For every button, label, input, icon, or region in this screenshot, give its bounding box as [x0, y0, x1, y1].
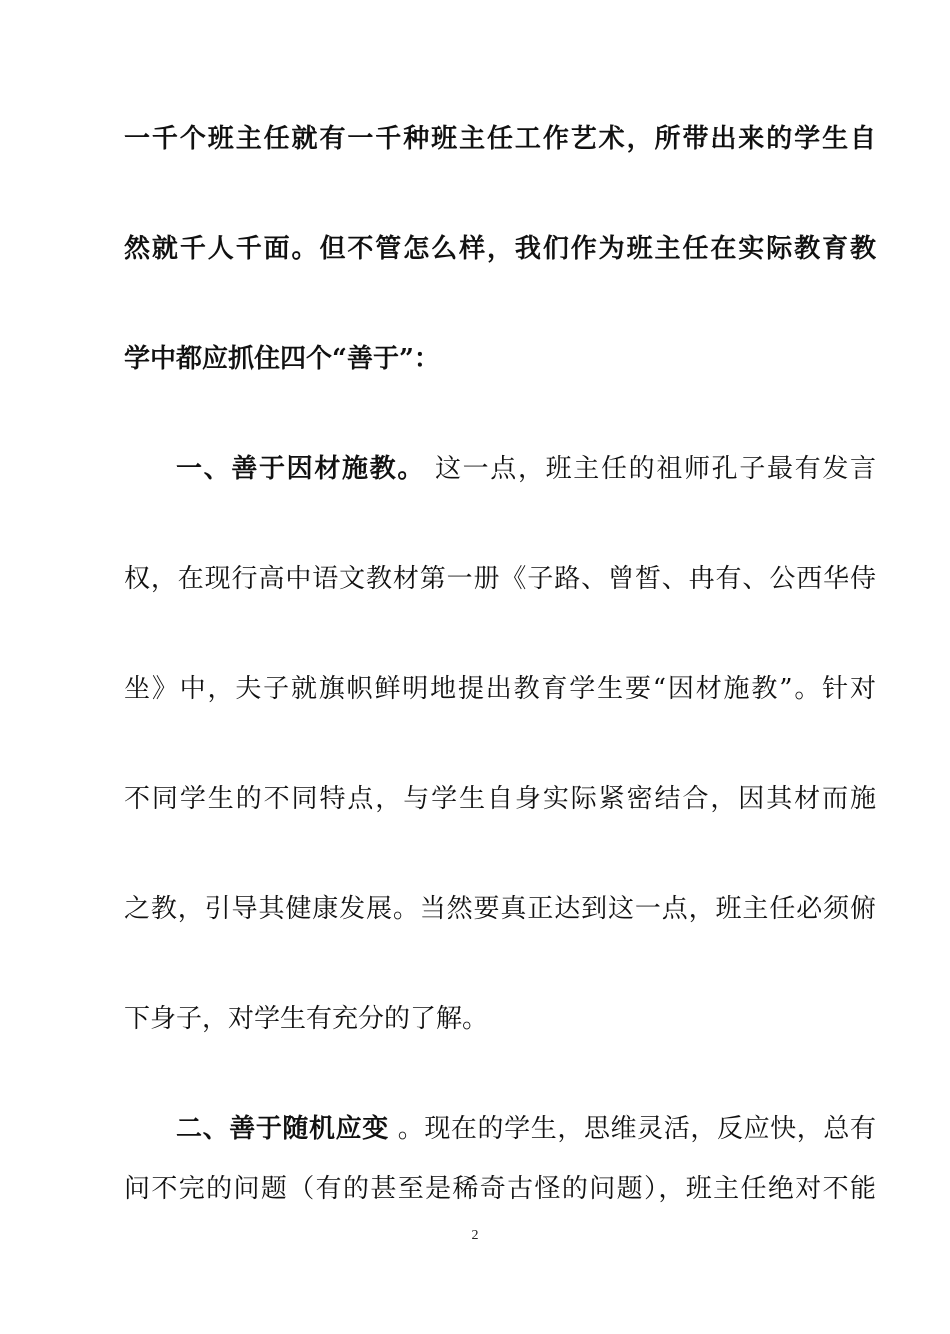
paragraph-2-line-6: 下身子，对学生有充分的了解。 — [124, 1004, 489, 1034]
paragraph-2-line-3: 坐》中，夫子就旗帜鲜明地提出教育学生要“因材施教”。针对 — [124, 674, 876, 704]
section-heading-1: 一、善于因材施教。 — [176, 454, 426, 484]
paragraph-2-first-line-text: 这一点，班主任的祖师孔子最有发言 — [425, 454, 876, 484]
page-number: 2 — [471, 1228, 479, 1243]
paragraph-2-line-4: 不同学生的不同特点，与学生自身实际紧密结合，因其材而施 — [124, 784, 876, 814]
section-heading-2: 二、善于随机应变 — [176, 1114, 389, 1144]
paragraph-2-line-2: 权，在现行高中语文教材第一册《子路、曾皙、冉有、公西华侍 — [124, 564, 876, 594]
paragraph-2-line-5: 之教，引导其健康发展。当然要真正达到这一点，班主任必须俯 — [124, 894, 876, 924]
paragraph-1-line-3: 学中都应抓住四个“善于”： — [124, 344, 440, 374]
paragraph-3-line-2: 问不完的问题（有的甚至是稀奇古怪的问题），班主任绝对不能 — [124, 1174, 876, 1204]
paragraph-1-line-2: 然就千人千面。但不管怎么样，我们作为班主任在实际教育教 — [124, 234, 876, 264]
paragraph-3-first-line-text: 。现在的学生，思维灵活，反应快，总有 — [388, 1114, 876, 1144]
paragraph-3-first-line — [176, 1109, 876, 1149]
paragraph-2-first-line — [176, 449, 876, 489]
paragraph-1-line-1: 一千个班主任就有一千种班主任工作艺术，所带出来的学生自 — [124, 124, 876, 154]
